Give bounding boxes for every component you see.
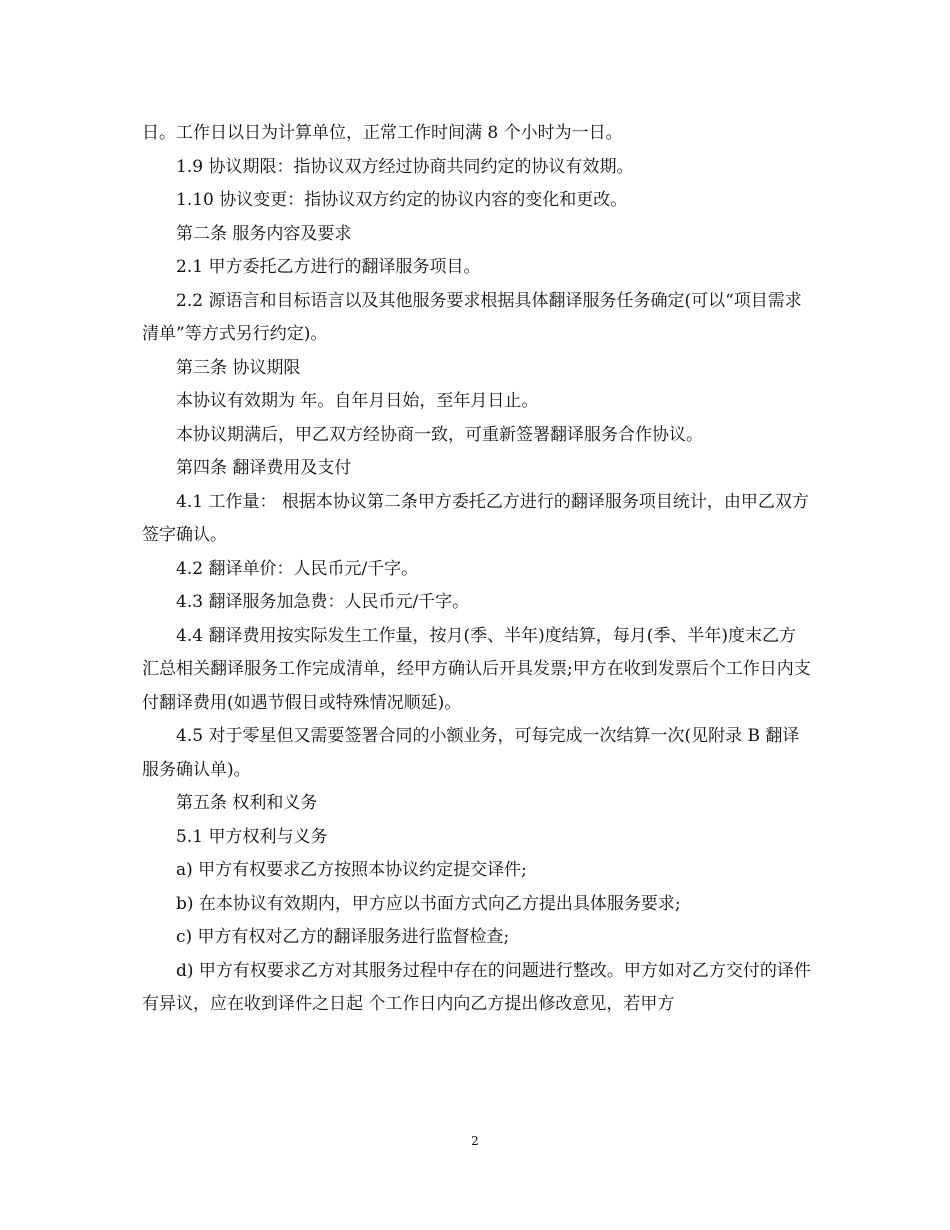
list-item: c) 甲方有权对乙方的翻译服务进行监督检查; xyxy=(176,927,510,947)
paragraph: 日。工作日以日为计算单位，正常工作时间满 8 个小时为一日。 xyxy=(142,123,623,143)
paragraph: 4.2 翻译单价：人民币元/千字。 xyxy=(176,558,419,579)
paragraph: 1.9 协议期限：指协议双方经过协商共同约定的协议有效期。 xyxy=(176,156,634,177)
paragraph: 4.1 工作量： 根据本协议第二条甲方委托乙方进行的翻译服务项目统计，由甲乙双方签字确认。 xyxy=(142,491,809,545)
section-heading: 第四条 翻译费用及支付 xyxy=(176,458,352,478)
paragraph: 本协议有效期为 年。自年月日始，至年月日止。 xyxy=(176,391,539,411)
list-item: a) 甲方有权要求乙方按照本协议约定提交译件; xyxy=(176,860,527,880)
section-heading: 第五条 权利和义务 xyxy=(176,793,318,813)
paragraph: 4.3 翻译服务加急费：人民币元/千字。 xyxy=(176,592,470,612)
section-heading: 第二条 服务内容及要求 xyxy=(176,223,352,244)
list-item: b) 在本协议有效期内，甲方应以书面方式向乙方提出具体服务要求; xyxy=(176,893,681,914)
paragraph: 2.2 源语言和目标语言以及其他服务要求根据具体翻译服务任务确定(可以“项目需求清单”等方式另行约定)。 xyxy=(142,290,802,344)
paragraph: 2.1 甲方委托乙方进行的翻译服务项目。 xyxy=(176,257,481,277)
list-item: d) 甲方有权要求乙方对其服务过程中存在的问题进行整改。甲方如对乙方交付的译件有异议，应在收到译件之日起 个工作日内向乙方提出修改意见，若甲方 xyxy=(142,960,811,1014)
subsection-heading: 5.1 甲方权利与义务 xyxy=(176,826,328,847)
paragraph: 本协议期满后，甲乙双方经协商一致，可重新签署翻译服务合作协议。 xyxy=(176,424,703,445)
document-body xyxy=(142,117,812,1022)
paragraph: 4.4 翻译费用按实际发生工作量，按月(季、半年)度结算，每月(季、半年)度末乙方汇总相关翻译服务工作完成清单，经甲方确认后开具发票;甲方在收到发票后个工作日内支付翻译费用(如遇节假日或特殊情况顺延)。 xyxy=(142,625,811,713)
section-heading: 第三条 协议期限 xyxy=(176,357,301,378)
page-number: 2 xyxy=(471,1134,479,1148)
paragraph: 4.5 对于零星但又需要签署合同的小额业务，可每完成一次结算一次(见附录 B 翻译服务确认单)。 xyxy=(142,726,800,780)
paragraph: 1.10 协议变更：指协议双方约定的协议内容的变化和更改。 xyxy=(176,190,628,210)
